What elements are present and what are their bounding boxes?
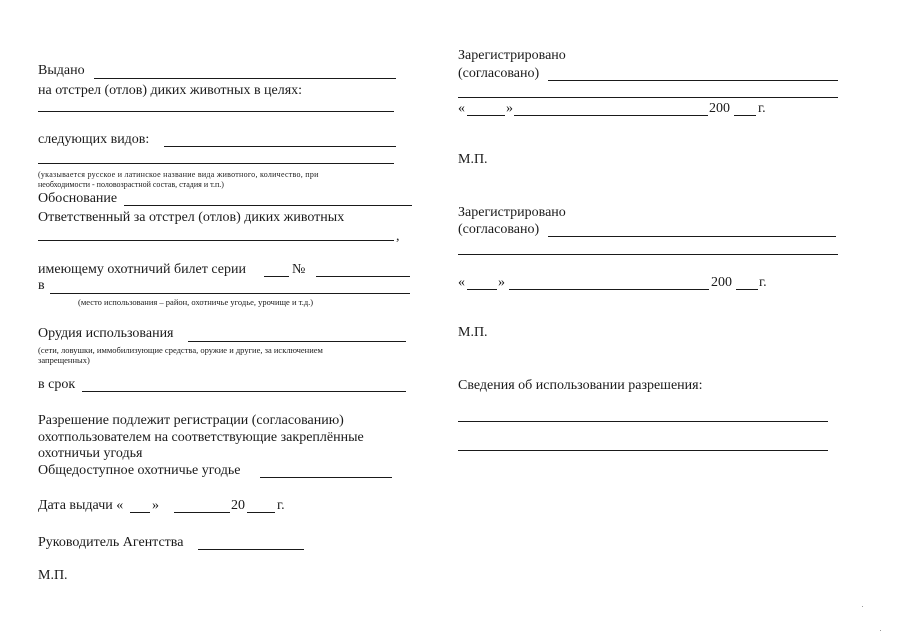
date-day-line[interactable] — [130, 512, 150, 513]
issued-line[interactable] — [94, 78, 396, 79]
place-line[interactable] — [50, 293, 410, 294]
species-label: следующих видов: — [38, 132, 150, 147]
date-year-line[interactable] — [247, 512, 275, 513]
date-day-line-1[interactable] — [467, 115, 505, 116]
public-grounds-line[interactable] — [260, 477, 392, 478]
registration-text-1: Разрешение подлежит регистрации (согласованию) — [38, 413, 344, 428]
issued-label: Выдано — [38, 63, 85, 78]
place-note: (место использования – район, охотничье угодье, урочище и т.д.) — [78, 297, 314, 307]
basis-label: Обоснование — [38, 191, 118, 206]
registered-label-1: Зарегистрировано — [458, 48, 566, 63]
ticket-label: имеющему охотничий билет серии — [38, 262, 246, 277]
usage-info-label: Сведения об использовании разрешения: — [458, 378, 703, 393]
usage-info-line-1[interactable] — [458, 421, 828, 422]
species-line-2[interactable] — [38, 163, 394, 164]
date-quote-open-1: « — [458, 101, 465, 116]
date-month-line-2[interactable] — [509, 289, 709, 290]
date-year-suffix-1: г. — [758, 101, 766, 116]
ticket-number-line[interactable] — [316, 276, 410, 277]
species-note-2: необходимости - половозрастной состав, стадия и т.п.) — [38, 180, 224, 189]
registered-label-2: Зарегистрировано — [458, 205, 566, 220]
agreed-label-1: (согласовано) — [458, 66, 540, 81]
head-label: Руководитель Агентства — [38, 535, 184, 550]
ticket-number-label: № — [292, 262, 306, 277]
date-label: Дата выдачи « — [38, 498, 124, 513]
registration-text-3: охотничьи угодья — [38, 446, 143, 461]
usage-info-line-2[interactable] — [458, 450, 828, 451]
scan-speck — [880, 630, 881, 631]
responsible-line[interactable] — [38, 240, 394, 241]
date-year-2: 200 — [711, 275, 732, 290]
ticket-series-line[interactable] — [264, 276, 289, 277]
date-day-line-2[interactable] — [467, 289, 497, 290]
basis-line[interactable] — [124, 205, 412, 206]
place-label: в — [38, 278, 45, 293]
seal-label-2: М.П. — [458, 325, 488, 340]
date-quote-open-2: « — [458, 275, 465, 290]
date-quote-close-2: » — [498, 275, 505, 290]
term-label: в срок — [38, 377, 76, 392]
seal-label-1: М.П. — [458, 152, 488, 167]
species-line-1[interactable] — [164, 146, 396, 147]
public-grounds-label: Общедоступное охотничье угодье — [38, 463, 241, 478]
species-note-1: (указывается русское и латинское название вида животного, количество, при — [38, 170, 319, 179]
term-line[interactable] — [82, 391, 406, 392]
tools-note-2: запрещенных) — [38, 355, 90, 365]
date-year-suffix-2: г. — [759, 275, 767, 290]
date-quote-close-1: » — [506, 101, 513, 116]
date-month-line[interactable] — [174, 512, 230, 513]
date-year-line-2[interactable] — [736, 289, 758, 290]
date-quote-close: » — [152, 498, 159, 513]
agreed-label-2: (согласовано) — [458, 222, 540, 237]
responsible-label: Ответственный за отстрел (отлов) диких животных — [38, 210, 345, 225]
date-year-1: 200 — [709, 101, 730, 116]
head-signature-line[interactable] — [198, 549, 304, 550]
agreed-line-2b[interactable] — [458, 254, 838, 255]
responsible-comma: , — [396, 229, 400, 244]
purpose-label: на отстрел (отлов) диких животных в целях: — [38, 83, 303, 98]
tools-line[interactable] — [188, 341, 406, 342]
agreed-line-2[interactable] — [548, 236, 836, 237]
purpose-line[interactable] — [38, 111, 394, 112]
date-year-suffix: г. — [277, 498, 285, 513]
date-year-line-1[interactable] — [734, 115, 756, 116]
date-year-prefix: 20 — [231, 498, 245, 513]
registration-text-2: охотпользователем на соответствующие закреплённые — [38, 430, 364, 445]
agreed-line-1[interactable] — [548, 80, 838, 81]
scan-speck — [862, 606, 863, 607]
tools-note-1: (сети, ловушки, иммобилизующие средства, оружие и другие, за исключением — [38, 345, 323, 355]
agreed-line-1b[interactable] — [458, 97, 838, 98]
left-seal-label: М.П. — [38, 568, 68, 583]
date-month-line-1[interactable] — [514, 115, 708, 116]
tools-label: Орудия использования — [38, 326, 174, 341]
